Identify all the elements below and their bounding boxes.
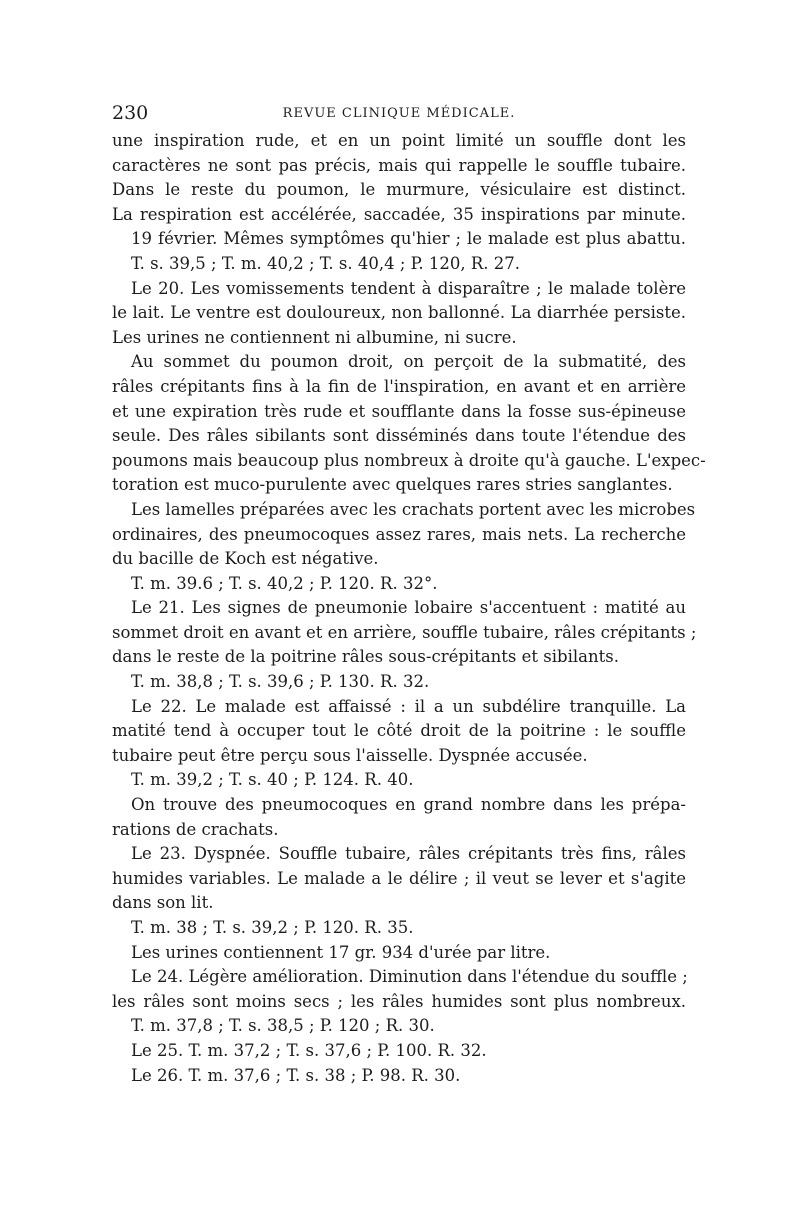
text-line: La respiration est accélérée, saccadée, 35 inspirations par minute. [112,204,686,224]
text-line: 19 février. Mêmes symptômes qu'hier ; le malade est plus abattu. [131,229,686,249]
text-line: Dans le reste du poumon, le murmure, vésiculaire est distinct. [112,180,686,200]
text-line: Le 22. Le malade est affaissé : il a un subdélire tranquille. La [131,696,686,716]
text-line: seule. Des râles sibilants sont disséminés dans toute l'étendue des [112,426,686,446]
text-line: le lait. Le ventre est douloureux, non ballonné. La diarrhée persiste. [112,303,686,323]
text-line: Le 24. Légère amélioration. Diminution dans l'étendue du souffle ; [131,967,688,987]
text-line: sommet droit en avant et en arrière, souffle tubaire, râles crépitants ; [112,622,697,642]
text-line: Le 26. T. m. 37,6 ; T. s. 38 ; P. 98. R. 30. [131,1065,461,1085]
text-line: Le 21. Les signes de pneumonie lobaire s'accentuent : matité au [131,598,686,618]
text-line: Le 20. Les vomissements tendent à disparaître ; le malade tolère [131,278,686,298]
text-line: T. m. 37,8 ; T. s. 38,5 ; P. 120 ; R. 30. [131,1016,435,1036]
text-line: râles crépitants fins à la fin de l'inspiration, en avant et en arrière [112,376,686,396]
text-line: T. s. 39,5 ; T. m. 40,2 ; T. s. 40,4 ; P. 120, R. 27. [131,253,521,273]
text-line: du bacille de Koch est négative. [112,549,379,569]
page-number: 230 [112,102,149,124]
text-line: On trouve des pneumocoques en grand nombre dans les prépa- [131,795,686,815]
text-line: T. m. 39,2 ; T. s. 40 ; P. 124. R. 40. [131,770,414,790]
text-line: T. m. 38 ; T. s. 39,2 ; P. 120. R. 35. [131,918,414,937]
text-line: tubaire peut être perçu sous l'aisselle. Dyspnée accusée. [112,745,588,765]
text-line: Les lamelles préparées avec les crachats portent avec les microbes [131,499,696,519]
text-line: matité tend à occuper tout le côté droit de la poitrine : le souffle [112,721,686,741]
text-line: dans son lit. [112,893,214,913]
text-line: Le 25. T. m. 37,2 ; T. s. 37,6 ; P. 100. R. 32. [131,1040,487,1060]
page-header [112,100,686,126]
text-line: toration est muco-purulente avec quelques rares stries sanglantes. [112,475,673,495]
text-line: une inspiration rude, et en un point limité un souffle dont les [112,131,686,150]
text-line: les râles sont moins secs ; les râles humides sont plus nombreux. [112,991,686,1011]
text-line: dans le reste de la poitrine râles sous-crépitants et sibilants. [112,647,619,667]
body-text [112,129,706,1088]
text-line: caractères ne sont pas précis, mais qui rappelle le souffle tubaire. [112,155,686,175]
text-line: Les urines ne contiennent ni albumine, ni sucre. [112,327,517,347]
text-line: T. m. 39.6 ; T. s. 40,2 ; P. 120. R. 32°. [131,573,438,593]
text-line: T. m. 38,8 ; T. s. 39,6 ; P. 130. R. 32. [131,672,430,692]
text-line: ordinaires, des pneumocoques assez rares, mais nets. La recherche [112,524,686,544]
text-line: Au sommet du poumon droit, on perçoit de la submatité, des [131,352,686,372]
text-line: poumons mais beaucoup plus nombreux à droite qu'à gauche. L'expec- [112,450,706,470]
running-head: REVUE CLINIQUE MÉDICALE. [282,106,516,121]
text-line: Les urines contiennent 17 gr. 934 d'urée par litre. [131,942,551,962]
text-line: et une expiration très rude et soufflante dans la fosse sus-épineuse [112,401,686,421]
text-line: Le 23. Dyspnée. Souffle tubaire, râles crépitants très fins, râles [131,844,686,864]
text-line: humides variables. Le malade a le délire ; il veut se lever et s'agite [112,868,686,888]
text-line: rations de crachats. [112,819,279,839]
